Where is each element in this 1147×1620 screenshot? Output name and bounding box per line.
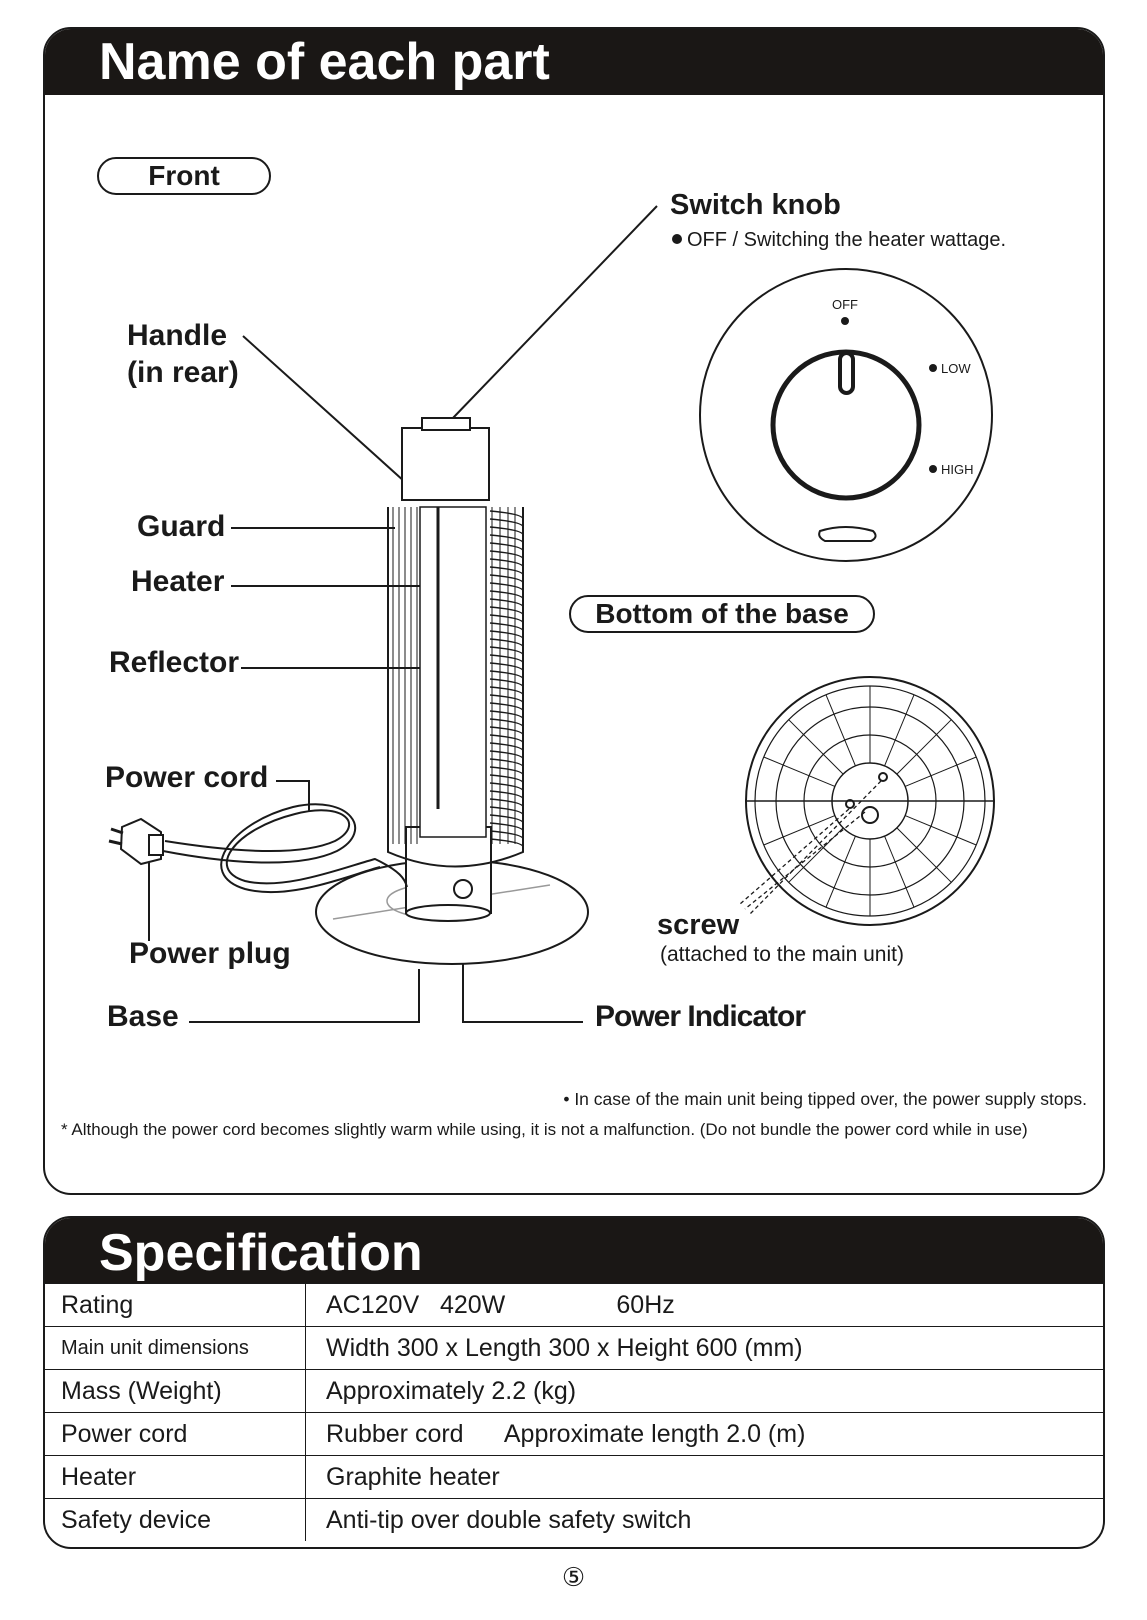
handle-label: Handle (127, 319, 228, 352)
bottom-of-base-label: Bottom of the base (569, 595, 875, 633)
spec-value: Graphite heater (306, 1456, 1104, 1499)
heater-label: Heater (131, 565, 225, 598)
spec-row (45, 1413, 1103, 1456)
switch-knob-description: OFF / Switching the heater wattage. (687, 229, 1007, 251)
handle-note: (in rear) (127, 356, 239, 389)
spec-value: Anti-tip over double safety switch (306, 1499, 1104, 1542)
front-label: Front (97, 157, 271, 195)
power-plug-label: Power plug (129, 937, 291, 970)
power-cord-label: Power cord (105, 761, 269, 794)
dial-low-label: LOW (941, 361, 971, 376)
reflector-label: Reflector (109, 646, 240, 679)
specification-section (43, 1216, 1105, 1549)
spec-value: Width 300 x Length 300 x Height 600 (mm) (306, 1327, 1104, 1370)
tip-over-note: • In case of the main unit being tipped over, the power supply stops. (563, 1089, 1087, 1109)
spec-key: Main unit dimensions (45, 1327, 306, 1370)
base-label: Base (107, 1000, 179, 1033)
switch-knob-title: Switch knob (670, 189, 841, 221)
screw-label: screw (657, 909, 740, 941)
spec-value: Approximately 2.2 (kg) (306, 1370, 1104, 1413)
specification-title: Specification (45, 1218, 1103, 1283)
spec-row (45, 1456, 1103, 1499)
parts-title: Name of each part (45, 29, 1103, 95)
spec-row (45, 1284, 1103, 1327)
handle-leader (243, 336, 405, 482)
spec-row (45, 1327, 1103, 1370)
spec-row (45, 1370, 1103, 1413)
parts-section (43, 27, 1105, 1195)
base-leader (189, 969, 419, 1022)
spec-row (45, 1499, 1103, 1542)
guard-label: Guard (137, 510, 226, 543)
spec-key: Mass (Weight) (45, 1370, 306, 1413)
power-indicator-label: Power Indicator (595, 1000, 806, 1033)
dial-off-label: OFF (832, 297, 858, 312)
page-number: ⑤ (561, 1562, 586, 1592)
cord-warm-note: * Although the power cord becomes slightly warm while using, it is not a malfunction. (Do not bundle the power cord while in use) (61, 1120, 1028, 1139)
specification-table (45, 1283, 1103, 1541)
spec-key: Power cord (45, 1413, 306, 1456)
dial-high-label: HIGH (941, 462, 974, 477)
spec-value: Rubber cord Approximate length 2.0 (m) (306, 1413, 1104, 1456)
spec-key: Rating (45, 1284, 306, 1327)
screw-note: (attached to the main unit) (660, 943, 904, 966)
switch-knob-leader (452, 206, 657, 419)
spec-key: Heater (45, 1456, 306, 1499)
spec-value: AC120V 420W 60Hz (306, 1284, 1104, 1327)
spec-key: Safety device (45, 1499, 306, 1542)
